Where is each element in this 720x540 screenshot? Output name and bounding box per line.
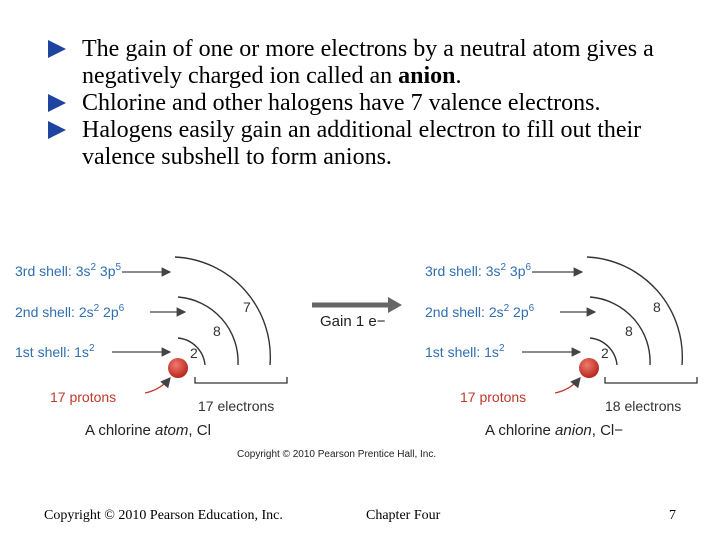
bullet-text: Chlorine and other halogens have 7 valence electrons.: [82, 90, 601, 116]
shell3-electron-count: 7: [243, 299, 251, 315]
shell2-electron-count: 8: [213, 323, 221, 339]
chlorine-anion-diagram: [425, 257, 697, 439]
gain-label: Gain 1 e−: [320, 313, 386, 330]
figure-copyright: Copyright © 2010 Pearson Prentice Hall, Inc.: [237, 449, 437, 460]
protons-label: 17 protons: [50, 389, 117, 405]
shell2-electron-count: 8: [625, 323, 633, 339]
electron-bracket: [605, 377, 697, 383]
electron-total-label: 17 electrons: [198, 398, 275, 414]
shell3-electron-count: 8: [653, 299, 661, 315]
gain-electron-arrow: [312, 297, 402, 330]
shell1-label: 1st shell: $1s^2$: [425, 343, 505, 360]
bullet-text: Halogens easily gain an additional electron to fill out their valence subshell to form anions.: [82, 117, 642, 170]
shell3-label: 3rd shell: $3s^2$ $3p^6$: [425, 262, 532, 279]
shell2-arc: [178, 297, 238, 365]
footer-chapter: Chapter Four: [366, 508, 441, 523]
bullet-text: The gain of one or more electrons by a neutral atom gives a negatively charged ion called an: [82, 36, 654, 89]
page-number: 7: [669, 508, 676, 523]
electron-total-label: 18 electrons: [605, 398, 682, 414]
bullet-arrow-icon: [48, 121, 66, 139]
bullet-item: [44, 90, 704, 117]
bullet-arrow-icon: [48, 94, 66, 112]
bullet-item: [44, 117, 704, 171]
bullet-item: [44, 36, 704, 90]
shell1-electron-count: 2: [601, 345, 609, 361]
anion-caption: A chlorine anion, Cl−: [485, 422, 624, 439]
electron-bracket: [195, 377, 287, 383]
shell1-electron-count: 2: [190, 345, 198, 361]
bullet-bold-term: anion: [398, 63, 456, 89]
protons-pointer: [145, 378, 170, 393]
shell3-label: 3rd shell: $3s^2$ $3p^5$: [15, 262, 122, 279]
chlorine-atom-diagram: [15, 257, 287, 439]
atom-caption: A chlorine atom, Cl: [85, 422, 211, 439]
chlorine-ion-diagram: [0, 240, 720, 465]
bullet-list: [44, 36, 704, 171]
protons-label: 17 protons: [460, 389, 527, 405]
nucleus: [579, 358, 599, 378]
bullet-text-end: .: [455, 63, 462, 89]
shell2-label: 2nd shell: $2s^2$ $2p^6$: [425, 303, 535, 320]
protons-pointer: [555, 378, 580, 393]
shell2-label: 2nd shell: $2s^2$ $2p^6$: [15, 303, 125, 320]
footer-copyright: Copyright © 2010 Pearson Education, Inc.: [44, 508, 283, 523]
shell1-label: 1st shell: $1s^2$: [15, 343, 95, 360]
nucleus: [168, 358, 188, 378]
shell2-arc: [590, 297, 650, 365]
bullet-arrow-icon: [48, 40, 66, 58]
